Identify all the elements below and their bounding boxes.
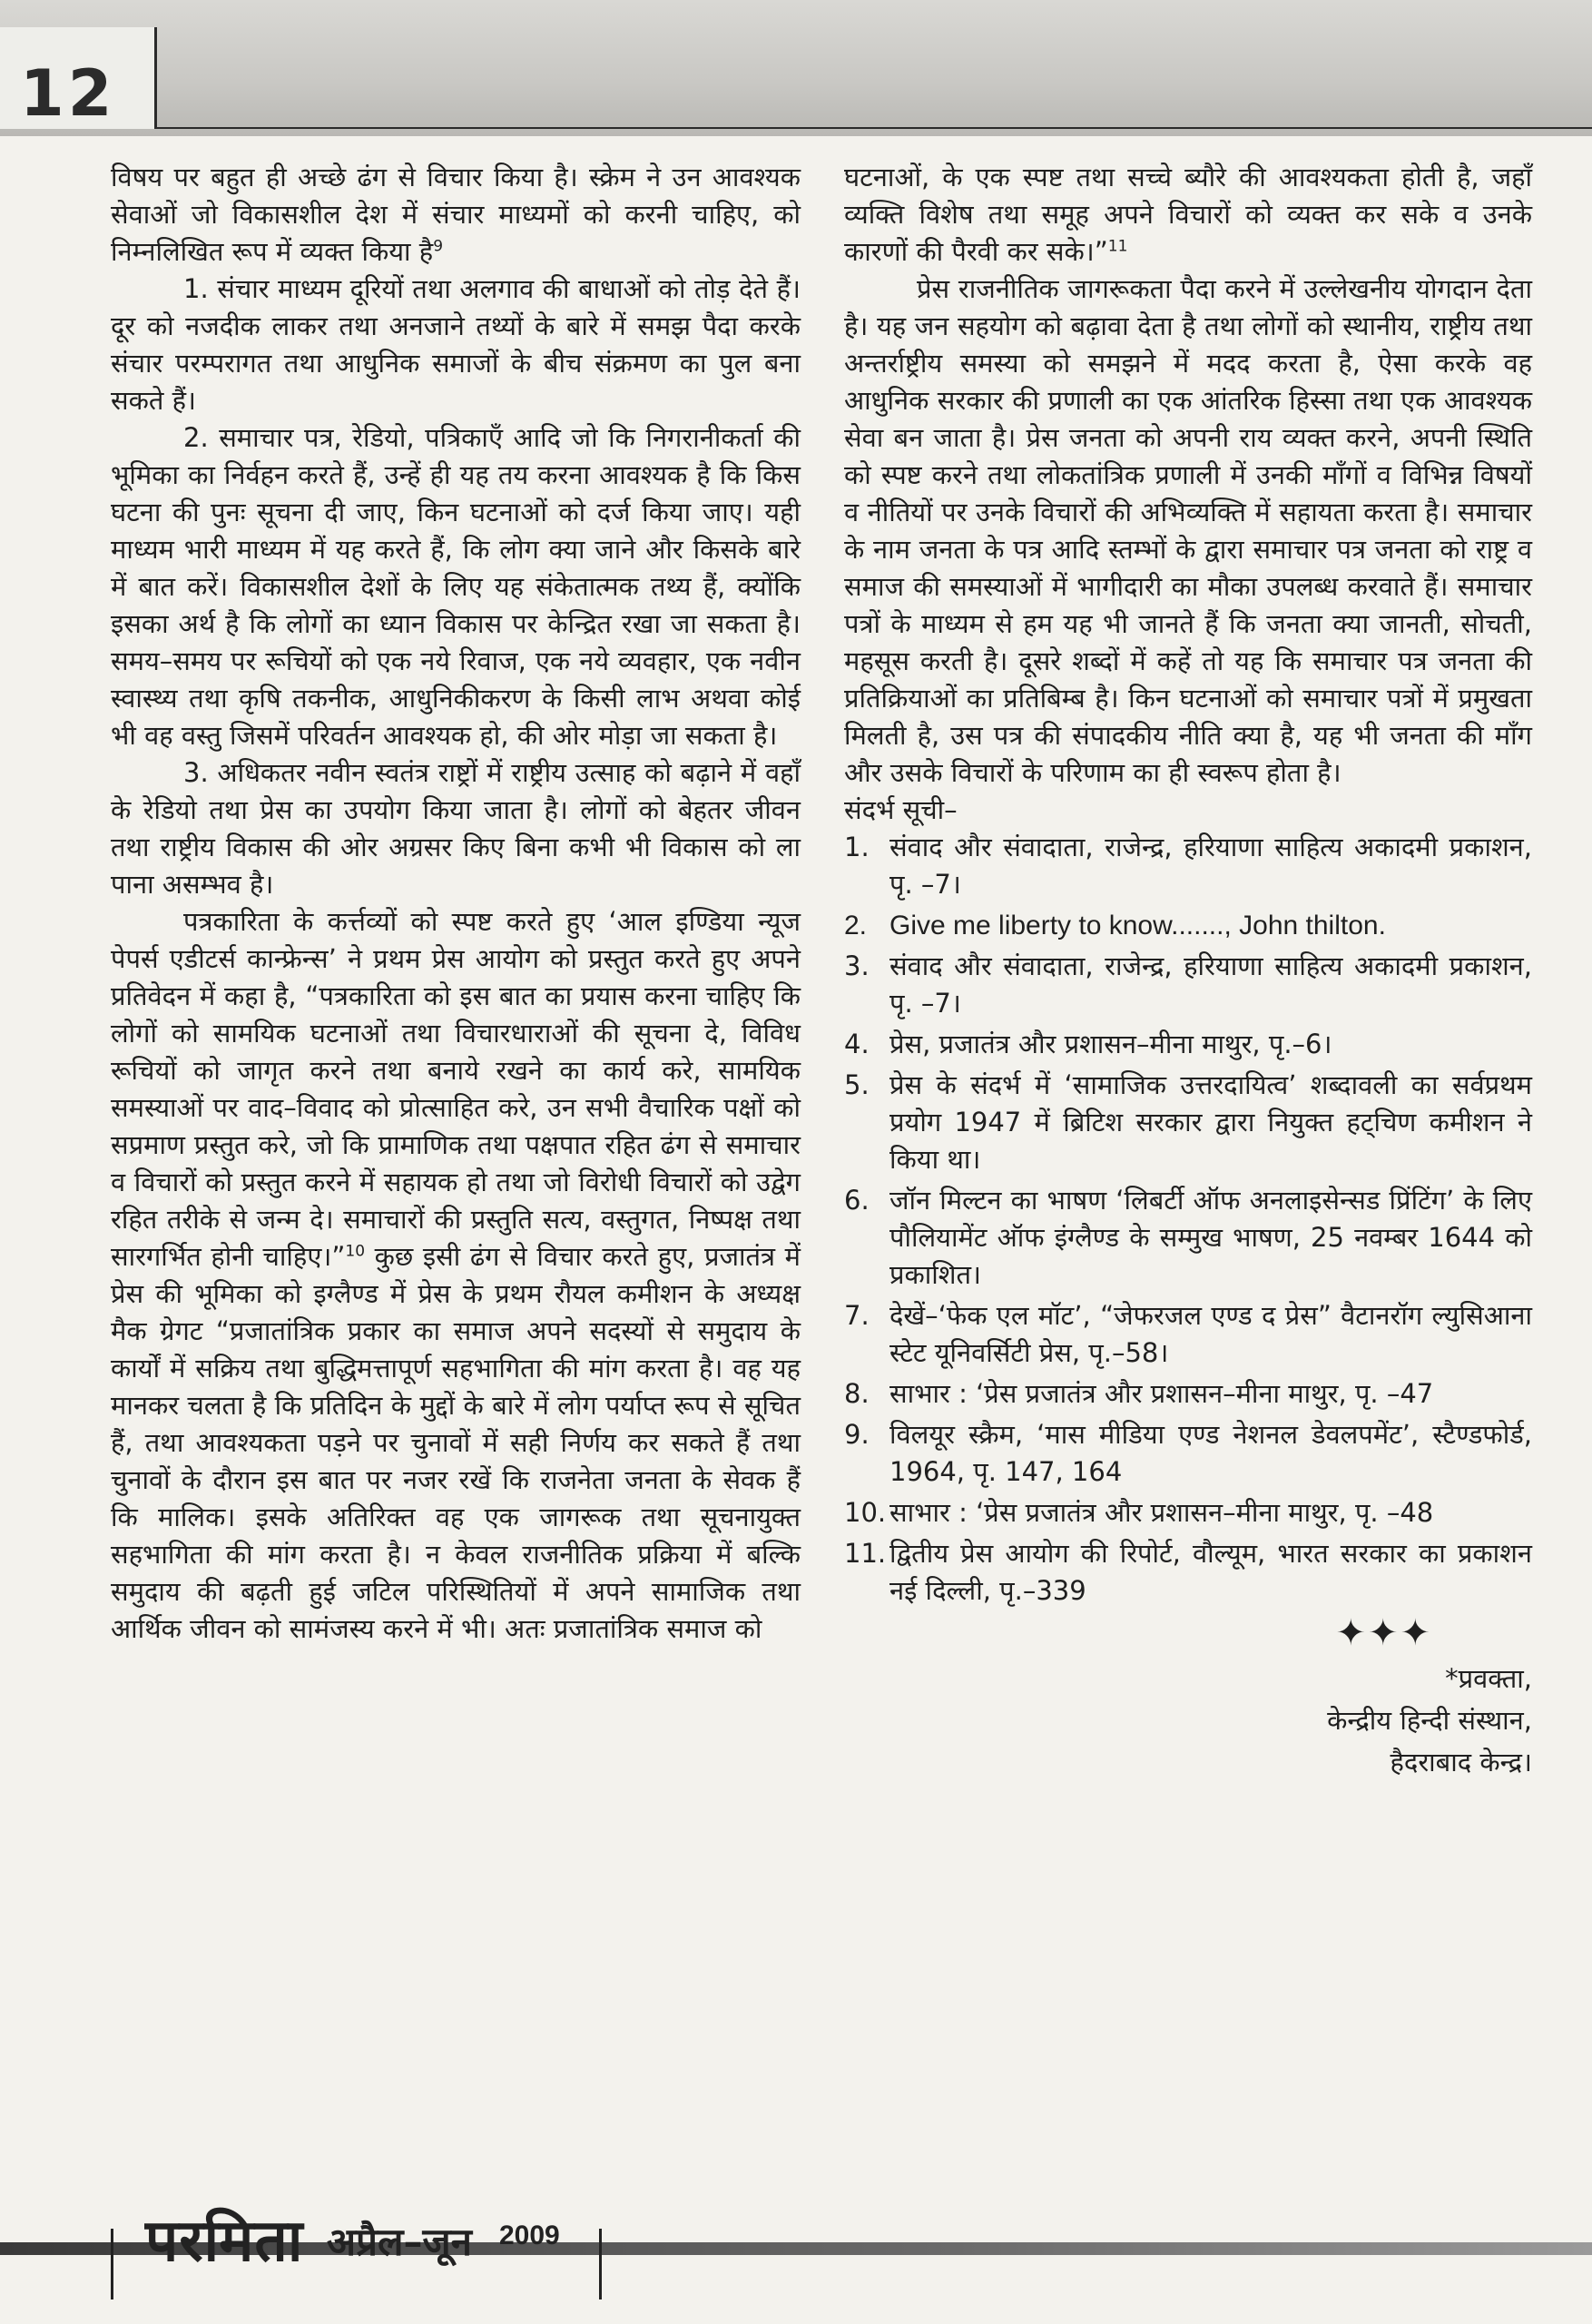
reference-text: साभार : ‘प्रेस प्रजातंत्र और प्रशासन–मीना माथुर, पृ. –47 — [889, 1378, 1434, 1409]
reference-text: जॉन मिल्टन का भाषण ‘लिबर्टी ऑफ अनलाइसेन्सड प्रिंटिंग’ के लिए पौलियामेंट ऑफ इंग्लैण्ड के सम्मुख भाषण, 25 नवम्बर 1644 को प्रकाशित। — [889, 1185, 1532, 1290]
paragraph — [111, 903, 801, 1648]
footnote-ref: 11 — [1107, 237, 1128, 256]
reference-text: प्रेस के संदर्भ में ‘सामाजिक उत्तरदायित्व’ शब्दावली का सर्वप्रथम प्रयोग 1947 में ब्रिटिश सरकार द्वारा नियुक्त हट्चिण कमीशन ने किया था। — [889, 1069, 1532, 1175]
reference-item — [844, 907, 1532, 944]
reference-number: 9. — [844, 1419, 870, 1450]
reference-number: 4. — [844, 1029, 870, 1059]
footer-divider-right — [599, 2229, 602, 2299]
paragraph: 2. समाचार पत्र, रेडियो, पत्रिकाएँ आदि जो कि निगरानीकर्ता की भूमिका का निर्वहन करते हैं, उन्हें ही यह तय करना आवश्यक है कि किस घटना की पुनः सूचना दी जाए, किन घटनाओं को दर्ज किया जाए। यही माध्यम भारी माध्यम में यह करते हैं, कि लोग क्या जाने और किसके बारे में बात करें। विकासशील देशों के लिए यह संकेतात्मक तथ्य हैं, क्योंकि इसका अर्थ है कि लोगों का ध्यान विकास पर केन्द्रित रखा जा सकता है। समय–समय पर रूचियों को एक नये रिवाज, एक नये व्यवहार, एक नवीन स्वास्थ्य तथा कृषि तकनीक, आधुनिकीकरण के किसी लाभ अथवा कोई भी वह वस्तु जिसमें परिवर्तन आवश्यक हो, की ओर मोड़ा जा सकता है। — [111, 422, 801, 751]
reference-item — [844, 1026, 1532, 1063]
paragraph-text: विषय पर बहुत ही अच्छे ढंग से विचार किया है। स्क्रेम ने उन आवश्यक सेवाओं जो विकासशील देश में संचार माध्यमों को करनी चाहिए, को निम्नलिखित रूप में व्यक्त किया है — [111, 162, 801, 267]
paragraph-text: घटनाओं, के एक स्पष्ट तथा सच्चे ब्यौरे की आवश्यकता होती है, जहाँ व्यक्ति विशेष तथा समूह अपने विचारों को व्यक्त कर सके व उनके कारणों की पैरवी कर सके।” — [844, 162, 1532, 267]
left-column — [111, 159, 801, 1648]
reference-text: साभार : ‘प्रेस प्रजातंत्र और प्रशासन–मीना माथुर, पृ. –48 — [889, 1497, 1434, 1528]
author-role: *प्रवक्ता, — [1445, 1663, 1532, 1694]
footnote-ref: 10 — [345, 1242, 366, 1261]
section-end-stars: ✦✦✦ — [1335, 1612, 1432, 1654]
author-center: हैदराबाद केन्द्र। — [1390, 1747, 1532, 1777]
paragraph: 1. संचार माध्यम दूरियों तथा अलगाव की बाधाओं को तोड़ देते हैं। दूर को नजदीक लाकर तथा अनजाने तथ्यों के बारे में समझ पैदा करके संचार परम्परागत तथा आधुनिक समाजों के बीच संक्रमण का पुल बना सकते हैं। — [111, 273, 801, 416]
page-number: 12 — [20, 56, 116, 131]
reference-number: 7. — [844, 1300, 870, 1331]
author-note — [844, 1658, 1532, 1783]
reference-item — [844, 829, 1532, 903]
reference-item — [844, 1297, 1532, 1372]
reference-number: 11. — [844, 1538, 887, 1569]
paragraph — [111, 159, 801, 271]
header-rule — [154, 127, 1592, 129]
reference-number: 1. — [844, 832, 870, 862]
reference-number: 10. — [844, 1497, 887, 1528]
reference-text: द्वितीय प्रेस आयोग की रिपोर्ट, वौल्यूम, भारत सरकार का प्रकाशन नई दिल्ली, पृ.–339 — [889, 1538, 1532, 1606]
reference-number: 5. — [844, 1069, 870, 1100]
footer-divider-left — [111, 2229, 113, 2299]
reference-item — [844, 1375, 1532, 1413]
paragraph-text: कुछ इसी ढंग से विचार करते हुए, प्रजातंत्र में प्रेस की भूमिका को इग्लैण्ड में प्रेस के प्रथम रौयल कमीशन के अध्यक्ष मैक ग्रेगट “प्रजातांत्रिक प्रकार का समाज अपने सदस्यों से समुदाय के कार्यों में सक्रिय तथा बुद्धिमत्तापूर्ण सहभागिता की मांग करता है। वह यह मानकर चलता है कि प्रतिदिन के मुद्दों के बारे में लोग पर्याप्त रूप से सूचित हैं, तथा आवश्यकता पड़ने पर चुनावों में सही निर्णय कर सकते हैं तथा चुनावों के दौरान इस बात पर नजर रखें कि राजनेता जनता के सेवक हैं कि मालिक। इसके अतिरिक्त वह एक जागरूक तथा सूचनायुक्त सहभागिता की मांग करता है। न केवल राजनीतिक प्रक्रिया में बल्कि समुदाय की बढ़ती हुई जटिल परिस्थितियों में अपने सामाजिक तथा आर्थिक जीवन को सामंजस्य करने में भी। अतः प्रजातांत्रिक समाज को — [111, 1241, 801, 1644]
header-bar — [0, 0, 1592, 136]
reference-item — [844, 948, 1532, 1022]
reference-number: 3. — [844, 950, 870, 981]
magazine-name: परमिता — [145, 2207, 304, 2275]
paragraph-text: पत्रकारिता के कर्त्तव्यों को स्पष्ट करते हुए ‘आल इण्डिया न्यूज पेपर्स एडीटर्स कान्फ्रेन्स’ ने प्रथम प्रेस आयोग को प्रस्तुत करते हुए अपने प्रतिवेदन में कहा है, “पत्रकारिता को इस बात का प्रयास करना चाहिए कि लोगों को सामयिक घटनाओं तथा विचारधाराओं की सूचना दे, विविध रूचियों को जागृत करने तथा बनाये रखने का कार्य करे, सामयिक समस्याओं पर वाद–विवाद को प्रोत्साहित करे, उन सभी वैचारिक पक्षों को सप्रमाण प्रस्तुत करे, जो कि प्रामाणिक तथा पक्षपात रहित ढंग से समाचार व विचारों को प्रस्तुत करने में सहायक हो तथा जो विरोधी विचारों को उद्वेग रहित तरीके से जन्म दे। समाचारों की प्रस्तुति सत्य, वस्तुगत, निष्पक्ष तथा सारगर्भित होनी चाहिए।” — [111, 906, 801, 1272]
paragraph: प्रेस राजनीतिक जागरूकता पैदा करने में उल्लेखनीय योगदान देता है। यह जन सहयोग को बढ़ावा देता है तथा लोगों को स्थानीय, राष्ट्रीय तथा अन्तर्राष्ट्रीय समस्या को समझने में मदद करता है, ऐसा करके वह आधुनिक सरकार की प्रणाली का एक आंतरिक हिस्सा तथा एक आवश्यक सेवा बन जाता है। प्रेस जनता को अपनी राय व्यक्त करने, अपनी स्थिति को स्पष्ट करने तथा लोकतांत्रिक प्रणाली में उनकी माँगों व विभिन्न विषयों व नीतियों पर उनके विचारों की अभिव्यक्ति में सहायता करता है। समाचार के नाम जनता के पत्र आदि स्तम्भों के द्वारा समाचार पत्र जनता को राष्ट्र व समाज की समस्याओं में भागीदारी का मौका उपलब्ध करवाते हैं। समाचार पत्रों के माध्यम से हम यह भी जानते हैं कि जनता क्या जानती, सोचती, महसूस करती है। दूसरे शब्दों में कहें तो यह कि समाचार पत्र जनता की प्रतिक्रियाओं का प्रतिबिम्ब है। किन घटनाओं को समाचार पत्रों में प्रमुखता मिलती है, उस पत्र की संपादकीय नीति क्या है, यह भी जनता की माँग और उसके विचारों के परिणाम का ही स्वरूप होता है। — [844, 273, 1532, 788]
reference-item — [844, 1494, 1532, 1531]
paragraph — [844, 159, 1532, 271]
reference-number: 2. — [844, 911, 868, 940]
reference-number: 6. — [844, 1185, 870, 1216]
author-institute: केन्द्रीय हिन्दी संस्थान, — [1327, 1705, 1532, 1736]
reference-item — [844, 1182, 1532, 1294]
paragraph: 3. अधिकतर नवीन स्वतंत्र राष्ट्रों में राष्ट्रीय उत्साह को बढ़ाने में वहाँ के रेडियो तथा प्रेस का उपयोग किया जाता है। लोगों को बेहतर जीवन तथा राष्ट्रीय विकास की ओर अग्रसर किए बिना कभी भी विकास को ला पाना असम्भव है। — [111, 757, 801, 900]
issue-months: अप्रैल–जून — [327, 2220, 472, 2264]
references-heading: संदर्भ सूची– — [844, 794, 958, 825]
reference-text: विलयूर स्क्रैम, ‘मास मीडिया एण्ड नेशनल डेवलपमेंट’, स्टैण्डफोर्ड, 1964, पृ. 147, 164 — [889, 1419, 1532, 1487]
page-number-box — [0, 27, 157, 129]
reference-item — [844, 1067, 1532, 1178]
right-column — [844, 159, 1532, 1783]
reference-text: देखें–‘फेक एल मॉट’, “जेफरजल एण्ड द प्रेस” वैटानरॉग ल्युसिआना स्टेट यूनिवर्सिटी प्रेस, पृ.–58। — [889, 1300, 1532, 1368]
reference-text: प्रेस, प्रजातंत्र और प्रशासन–मीना माथुर, पृ.–6। — [889, 1029, 1332, 1059]
references-list — [844, 829, 1532, 1610]
reference-text: Give me liberty to know......., John thilton. — [889, 911, 1386, 940]
issue-year: 2009 — [499, 2221, 560, 2250]
reference-text: संवाद और संवादाता, राजेन्द्र, हरियाणा साहित्य अकादमी प्रकाशन, पृ. –7। — [889, 950, 1532, 1019]
reference-text: संवाद और संवादाता, राजेन्द्र, हरियाणा साहित्य अकादमी प्रकाशन, पृ. –7। — [889, 832, 1532, 900]
reference-item — [844, 1535, 1532, 1610]
footnote-ref: 9 — [433, 237, 444, 256]
reference-number: 8. — [844, 1378, 870, 1409]
reference-item — [844, 1416, 1532, 1491]
